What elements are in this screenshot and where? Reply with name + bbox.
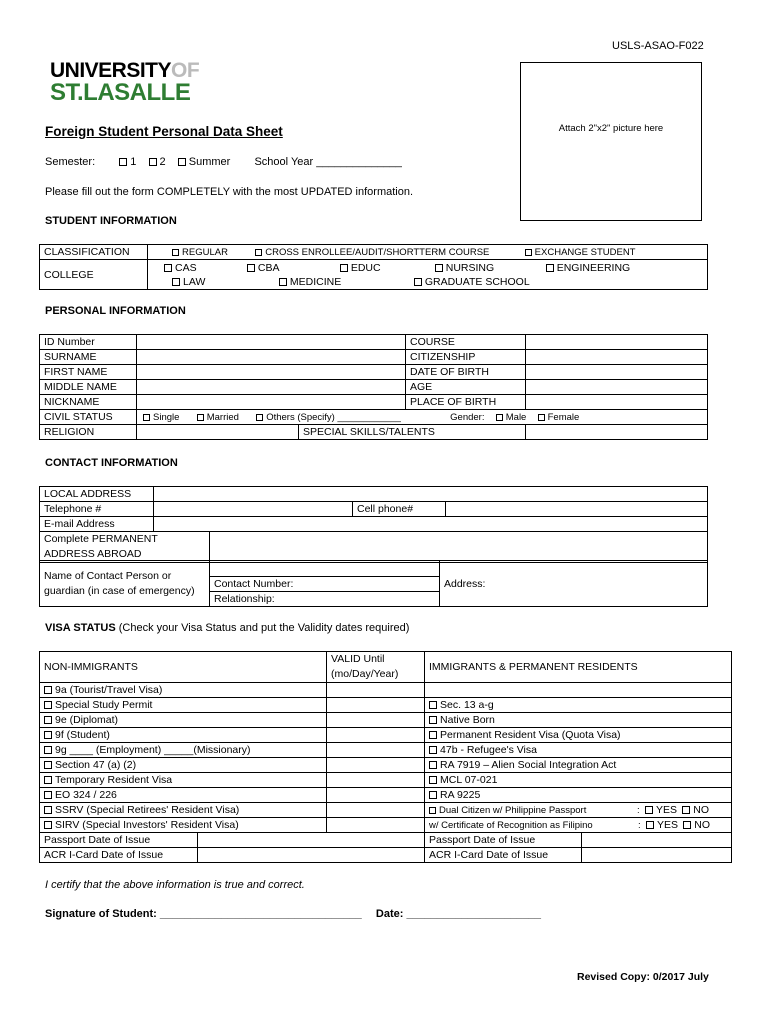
nickname-field[interactable] (137, 395, 406, 410)
civil-others-checkbox[interactable] (256, 414, 263, 421)
college-nursing-label: NURSING (445, 261, 495, 274)
signature-line (45, 908, 541, 920)
visa-heading-bold: VISA STATUS (45, 622, 116, 634)
visa-9g-validity[interactable] (327, 743, 425, 758)
imm-acr-label: ACR I-Card Date of Issue (425, 848, 582, 863)
semester-2-label: 2 (159, 156, 166, 168)
class-regular-checkbox[interactable] (172, 249, 179, 256)
local-address-field[interactable] (154, 487, 708, 502)
surname-field[interactable] (137, 350, 406, 365)
certificate-recognition-label: w/ Certificate of Recognition as Filipino (429, 820, 593, 831)
college-medicine-checkbox[interactable] (279, 278, 287, 286)
email-label: E-mail Address (40, 517, 154, 532)
college-options (148, 260, 708, 290)
visa-eo324-validity[interactable] (327, 788, 425, 803)
cert-no-label: NO (694, 819, 710, 831)
visa-9f-validity[interactable] (327, 728, 425, 743)
visa-native-label: Native Born (440, 714, 495, 726)
contact-person-label: Name of Contact Person or guardian (in case of emergency) (40, 561, 210, 607)
college-cba-checkbox[interactable] (247, 264, 255, 272)
permanent-address-field[interactable] (210, 532, 708, 563)
personal-info-table (39, 334, 708, 440)
visa-native-checkbox[interactable] (429, 716, 437, 724)
imm-passport-label: Passport Date of Issue (425, 833, 582, 848)
dual-yes-checkbox[interactable] (645, 806, 653, 814)
cert-yes-label: YES (656, 819, 678, 831)
personal-info-heading: PERSONAL INFORMATION (45, 305, 186, 317)
visa-9e-validity[interactable] (327, 713, 425, 728)
course-label: COURSE (406, 335, 526, 350)
cert-no-checkbox[interactable] (683, 821, 691, 829)
college-cas-label: CAS (175, 261, 197, 274)
middle-name-label: MIDDLE NAME (40, 380, 137, 395)
middle-name-field[interactable] (137, 380, 406, 395)
local-address-label: LOCAL ADDRESS (40, 487, 154, 502)
visa-sirv-checkbox[interactable] (44, 821, 52, 829)
semester-line (45, 156, 402, 168)
visa-ra9225-checkbox[interactable] (429, 791, 437, 799)
college-nursing-checkbox[interactable] (435, 264, 443, 272)
imm-acr-field[interactable] (582, 848, 732, 863)
college-cas-checkbox[interactable] (164, 264, 172, 272)
college-medicine-label: MEDICINE (289, 275, 342, 288)
religion-label: RELIGION (40, 425, 137, 440)
surname-label: SURNAME (40, 350, 137, 365)
date-field[interactable]: Date: ______________________ (375, 908, 542, 920)
id-number-label: ID Number (40, 335, 137, 350)
logo-of: OF (171, 59, 200, 82)
id-number-field[interactable] (137, 335, 406, 350)
class-cross-label: CROSS ENROLLEE/AUDIT/SHORTTERM COURSE (265, 246, 490, 258)
visa-blank-right (425, 683, 732, 698)
course-field[interactable] (526, 335, 708, 350)
university-logo (50, 60, 199, 105)
semester-summer-label: Summer (188, 156, 231, 168)
college-engineering-label: ENGINEERING (556, 261, 631, 274)
college-law-label: LAW (183, 275, 206, 288)
citizenship-field[interactable] (526, 350, 708, 365)
nonimm-acr-label: ACR I-Card Date of Issue (40, 848, 198, 863)
college-graduate-checkbox[interactable] (414, 278, 422, 286)
nickname-label: NICKNAME (40, 395, 137, 410)
civil-single-label: Single (153, 411, 180, 423)
form-code: USLS-ASAO-F022 (612, 40, 704, 52)
guardian-address-label: Address: (444, 577, 486, 590)
date-of-birth-field[interactable] (526, 365, 708, 380)
visa-ssrv-label: SSRV (Special Retirees' Resident Visa) (55, 804, 240, 816)
college-cba-label: CBA (257, 261, 280, 274)
visa-trv-checkbox[interactable] (44, 776, 52, 784)
gender-label: Gender: (450, 411, 485, 423)
gender-male-label: Male (505, 411, 527, 423)
college-engineering-checkbox[interactable] (546, 264, 554, 272)
gender-female-label: Female (547, 411, 580, 423)
place-of-birth-field[interactable] (526, 395, 708, 410)
visa-ssp-label: Special Study Permit (55, 699, 153, 711)
college-educ-checkbox[interactable] (340, 264, 348, 272)
photo-box[interactable] (520, 62, 702, 221)
visa-trv-validity[interactable] (327, 773, 425, 788)
date-of-birth-label: DATE OF BIRTH (406, 365, 526, 380)
logo-university: UNIVERSITY (50, 59, 172, 82)
class-exchange-checkbox[interactable] (525, 249, 532, 256)
visa-9g-checkbox[interactable] (44, 746, 52, 754)
civil-single-checkbox[interactable] (143, 414, 150, 421)
visa-status-heading (45, 622, 409, 634)
relationship-label[interactable]: Relationship: (210, 592, 440, 607)
emergency-contact-table (39, 560, 708, 607)
visa-ra7919-label: RA 7919 – Alien Social Integration Act (440, 759, 617, 771)
age-label: AGE (406, 380, 526, 395)
visa-ssp-validity[interactable] (327, 698, 425, 713)
nonimm-acr-field[interactable] (198, 848, 425, 863)
visa-ra9225-label: RA 9225 (440, 789, 481, 801)
telephone-label: Telephone # (40, 502, 154, 517)
semester-summer-checkbox[interactable] (178, 158, 186, 166)
contact-info-table (39, 486, 708, 563)
religion-field[interactable] (137, 425, 299, 440)
skills-field[interactable] (526, 425, 708, 440)
class-cross-checkbox[interactable] (255, 249, 262, 256)
visa-9e-checkbox[interactable] (44, 716, 52, 724)
cellphone-label: Cell phone# (353, 502, 446, 517)
visa-trv-label: Temporary Resident Visa (55, 774, 173, 786)
revised-copy: Revised Copy: 0/2017 July (577, 971, 709, 983)
dual-citizen-checkbox[interactable] (429, 807, 436, 814)
student-info-table (39, 244, 708, 290)
citizenship-label: CITIZENSHIP (406, 350, 526, 365)
semester-2-checkbox[interactable] (149, 158, 157, 166)
civil-status-options (137, 410, 708, 425)
nonimm-passport-label: Passport Date of Issue (40, 833, 198, 848)
permanent-address-label: Complete PERMANENT ADDRESS ABROAD (40, 532, 210, 563)
visa-status-table: NON-IMMIGRANTS VALID Until (mo/Day/Year) IMMIGRANTS & PERMANENT RESIDENTS 9a (Tourist/Travel Visa) Special Study Permit Sec. 13 a-g 9e (Diplomat) Native Born 9f (Student) Permanent Resident Visa (Quota Visa) 9g ____ (Employment) _____(Missionary) 47b - Refugee's Visa Section 47 (a) (2) RA 7919 – Alien Social Integration Act Temporary Resident Visa MCL 07-021 EO 324 / 226 RA 9225 SSRV (Special Retirees' Resident Visa) Dual Citizen w/ Philippine Passport : YES NO SIRV (Special Investors' Resident Visa) w/ Certificate of Recognition as Filipino : YES NO Passport Date of Issue Passport Date of Issue ACR I-Card Date of Issue ACR I-Card Date of Issue (39, 651, 732, 863)
imm-passport-field[interactable] (582, 833, 732, 848)
instruction-text: Please fill out the form COMPLETELY with the most UPDATED information. (45, 186, 414, 198)
visa-ssrv-checkbox[interactable] (44, 806, 52, 814)
dual-yes-label: YES (655, 804, 677, 816)
visa-ssp-checkbox[interactable] (44, 701, 52, 709)
contact-person-field[interactable] (210, 561, 440, 577)
immigrants-header: IMMIGRANTS & PERMANENT RESIDENTS (425, 652, 732, 683)
non-immigrants-header: NON-IMMIGRANTS (40, 652, 327, 683)
college-law-checkbox[interactable] (172, 278, 180, 286)
college-graduate-label: GRADUATE SCHOOL (424, 275, 530, 288)
contact-number-label[interactable]: Contact Number: (210, 577, 440, 592)
first-name-label: FIRST NAME (40, 365, 137, 380)
visa-sec47-validity[interactable] (327, 758, 425, 773)
semester-1-label: 1 (130, 156, 137, 168)
visa-9e-label: 9e (Diplomat) (55, 714, 119, 726)
cellphone-field[interactable] (446, 502, 708, 517)
school-year-field[interactable]: School Year ______________ (254, 156, 402, 168)
visa-sec13-checkbox[interactable] (429, 701, 437, 709)
visa-9a-label: 9a (Tourist/Travel Visa) (55, 684, 163, 696)
visa-ra7919-checkbox[interactable] (429, 761, 437, 769)
civil-others-label[interactable]: Others (Specify) ____________ (266, 411, 401, 423)
visa-9f-label: 9f (Student) (55, 729, 110, 741)
visa-mcl-checkbox[interactable] (429, 776, 437, 784)
nonimm-passport-field[interactable] (198, 833, 425, 848)
visa-ssrv-validity[interactable] (327, 803, 425, 818)
guardian-address-cell[interactable] (440, 561, 708, 607)
dual-no-checkbox[interactable] (682, 806, 690, 814)
contact-info-heading: CONTACT INFORMATION (45, 457, 178, 469)
visa-eo324-label: EO 324 / 226 (55, 789, 117, 801)
gender-female-checkbox[interactable] (538, 414, 545, 421)
civil-married-label: Married (206, 411, 239, 423)
place-of-birth-label: PLACE OF BIRTH (406, 395, 526, 410)
visa-9a-checkbox[interactable] (44, 686, 52, 694)
cert-yes-checkbox[interactable] (646, 821, 654, 829)
dual-no-label: NO (693, 804, 709, 816)
visa-9a-validity[interactable] (327, 683, 425, 698)
first-name-field[interactable] (137, 365, 406, 380)
visa-9f-checkbox[interactable] (44, 731, 52, 739)
visa-quota-checkbox[interactable] (429, 731, 437, 739)
logo-stlasalle: ST.LASALLE (50, 79, 191, 106)
visa-eo324-checkbox[interactable] (44, 791, 52, 799)
visa-sec47-label: Section 47 (a) (2) (55, 759, 137, 771)
semester-1-checkbox[interactable] (119, 158, 127, 166)
class-regular-label: REGULAR (182, 246, 228, 258)
photo-box-text: Attach 2"x2" picture here (558, 123, 664, 134)
age-field[interactable] (526, 380, 708, 395)
visa-47b-checkbox[interactable] (429, 746, 437, 754)
visa-mcl-label: MCL 07-021 (440, 774, 498, 786)
classification-label: CLASSIFICATION (40, 245, 148, 260)
civil-status-label: CIVIL STATUS (40, 410, 137, 425)
college-educ-label: EDUC (350, 261, 381, 274)
visa-9g-label: 9g ____ (Employment) _____(Missionary) (55, 744, 251, 756)
valid-until-header: VALID Until (mo/Day/Year) (327, 652, 425, 683)
email-field[interactable] (154, 517, 708, 532)
signature-field[interactable]: Signature of Student: _________________________________ (45, 908, 362, 920)
telephone-field[interactable] (154, 502, 353, 517)
gender-male-checkbox[interactable] (496, 414, 503, 421)
semester-label: Semester: (45, 156, 96, 168)
classification-options (148, 245, 708, 260)
dual-citizen-label: Dual Citizen w/ Philippine Passport (439, 805, 587, 816)
visa-sirv-label: SIRV (Special Investors' Resident Visa) (55, 819, 239, 831)
civil-married-checkbox[interactable] (197, 414, 204, 421)
certification-text: I certify that the above information is true and correct. (45, 879, 305, 891)
skills-label: SPECIAL SKILLS/TALENTS (299, 425, 526, 440)
visa-sec47-checkbox[interactable] (44, 761, 52, 769)
class-exchange-label: EXCHANGE STUDENT (534, 246, 636, 258)
visa-quota-label: Permanent Resident Visa (Quota Visa) (440, 729, 621, 741)
visa-47b-label: 47b - Refugee's Visa (440, 744, 537, 756)
college-label: COLLEGE (40, 260, 148, 290)
visa-heading-note: (Check your Visa Status and put the Validity dates required) (115, 622, 410, 634)
visa-sec13-label: Sec. 13 a-g (440, 699, 494, 711)
page-title: Foreign Student Personal Data Sheet (45, 124, 283, 139)
visa-sirv-validity[interactable] (327, 818, 425, 833)
student-info-heading: STUDENT INFORMATION (45, 215, 177, 227)
